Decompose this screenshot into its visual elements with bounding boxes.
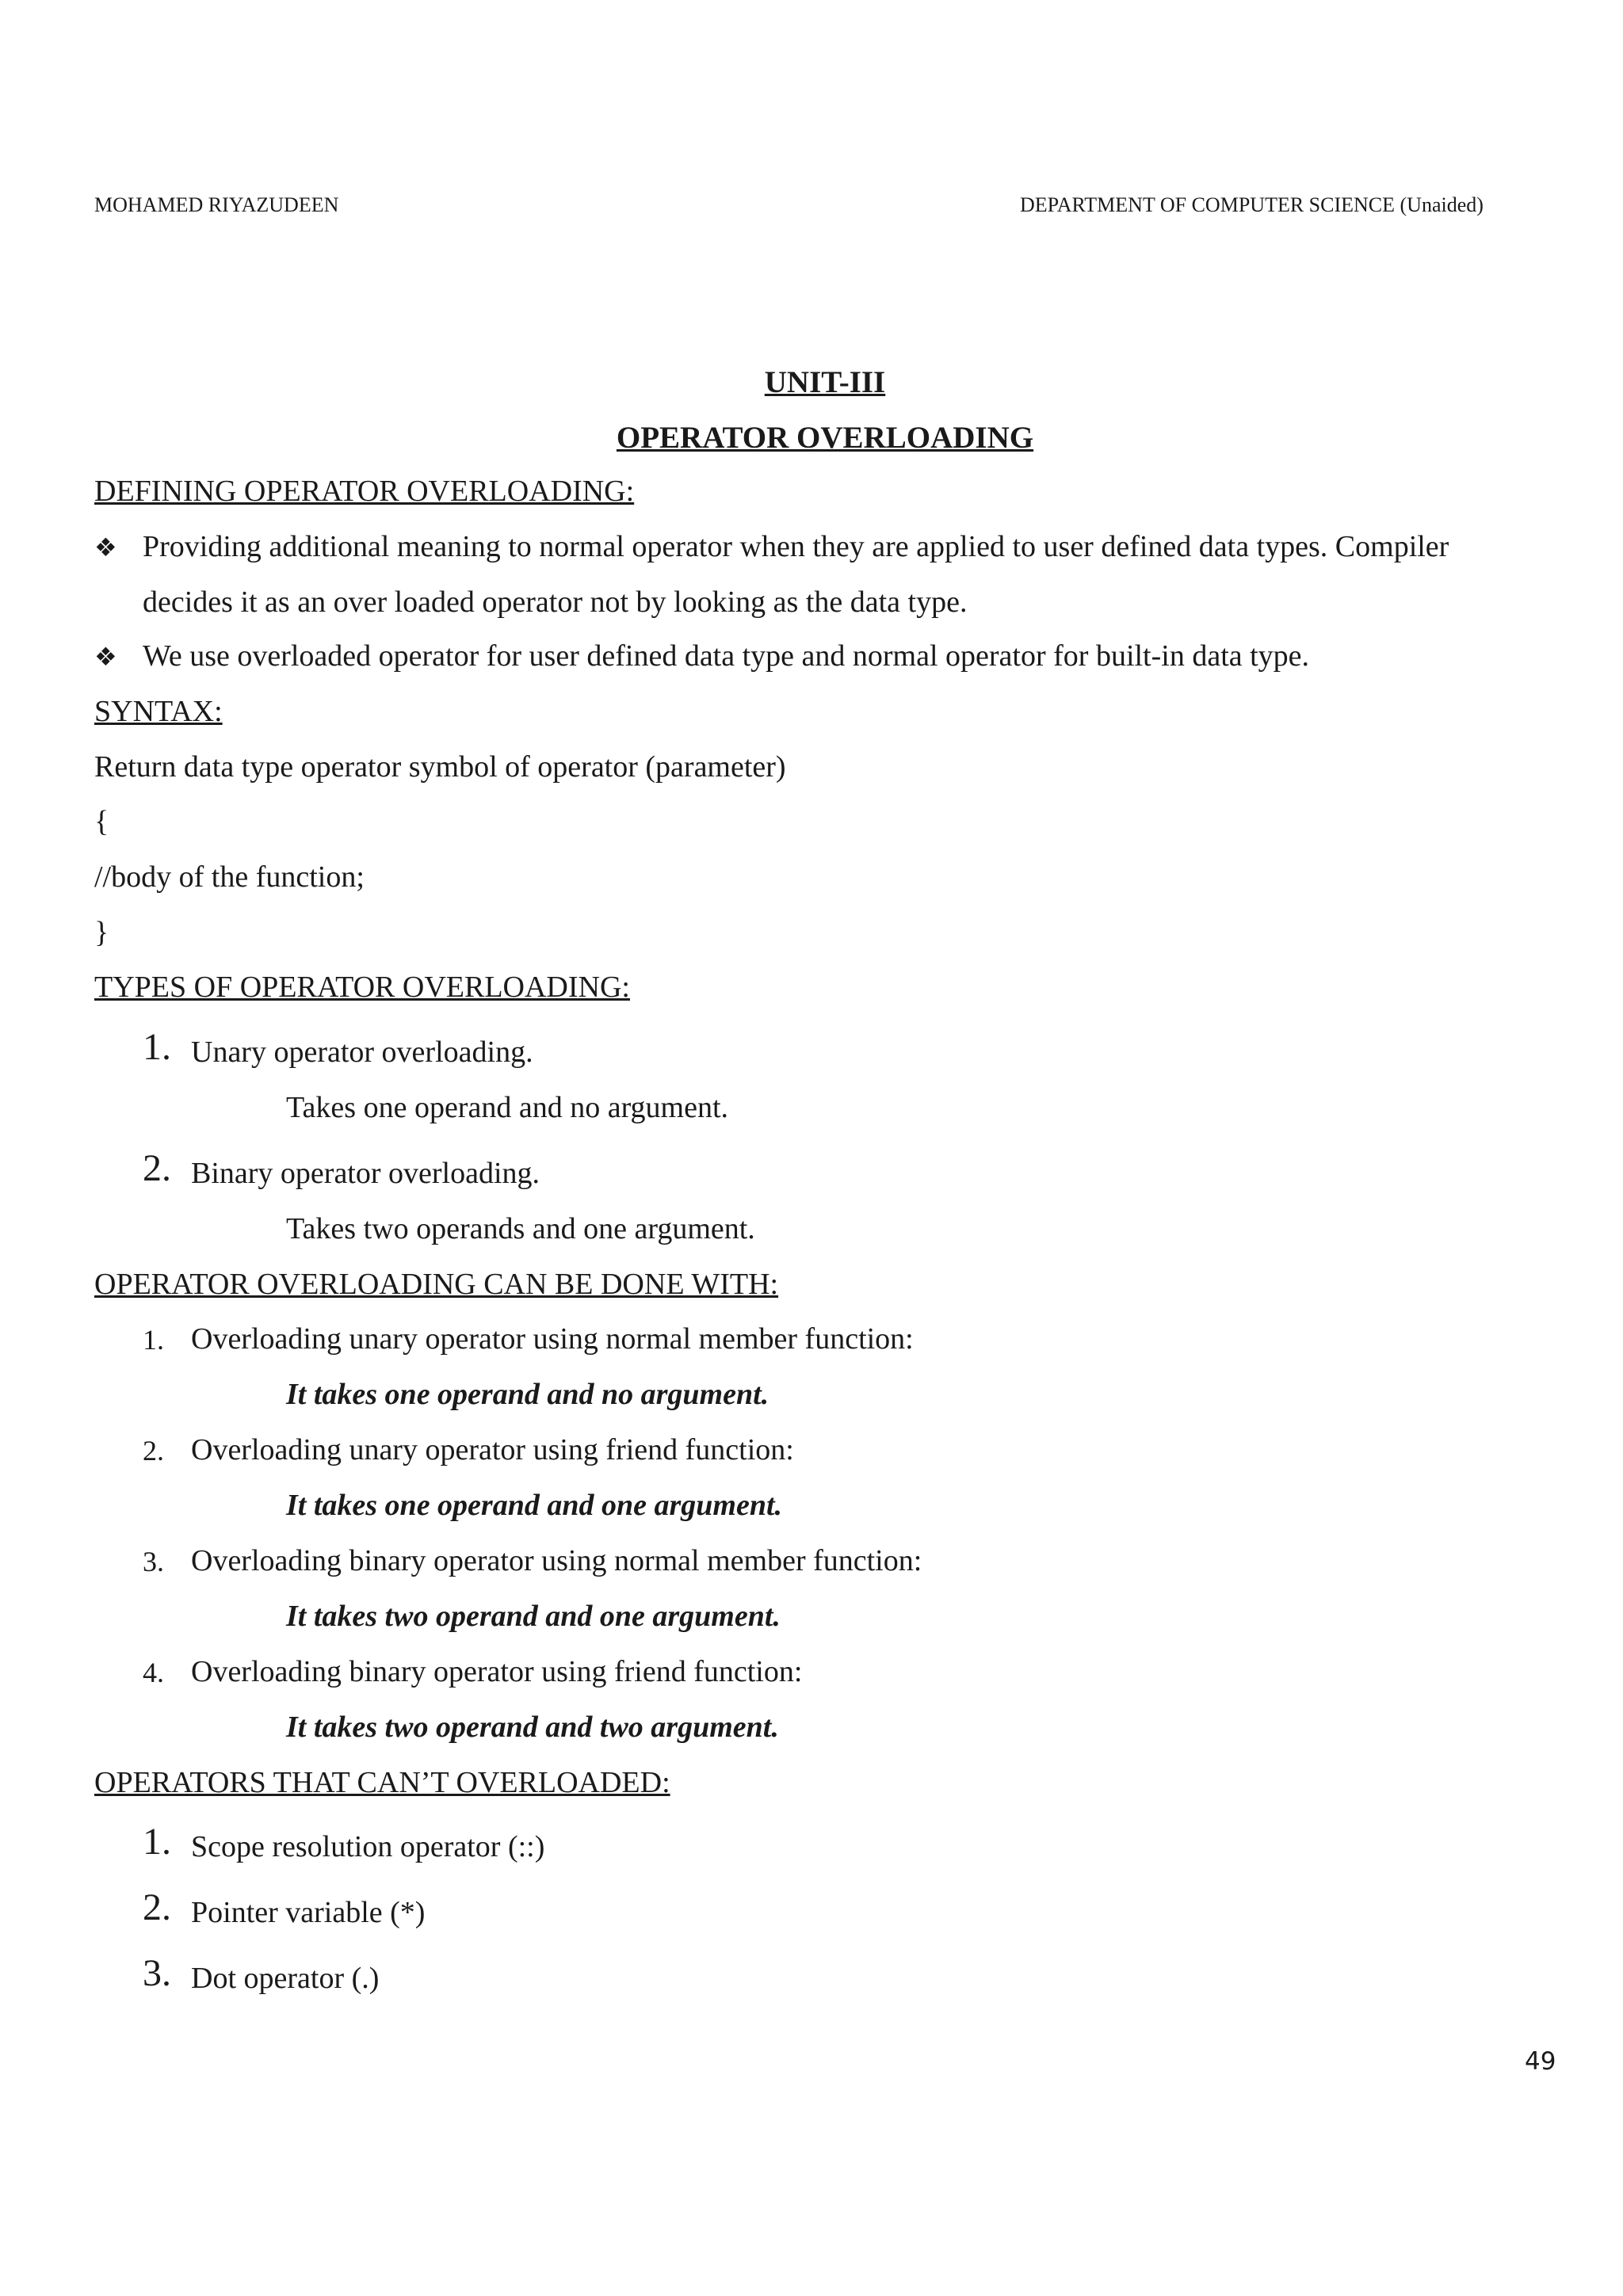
list-number: 3. <box>143 1546 164 1577</box>
defining-bullet-1-line-2: decides it as an over loaded operator not by looking as the data type. <box>143 585 968 619</box>
done-with-heading: OPERATOR OVERLOADING CAN BE DONE WITH: <box>94 1268 779 1301</box>
types-heading: TYPES OF OPERATOR OVERLOADING: <box>94 971 630 1004</box>
syntax-line: { <box>94 805 109 838</box>
syntax-line: //body of the function; <box>94 860 365 894</box>
list-number: 3. <box>143 1952 171 1994</box>
list-item-desc: It takes one operand and one argument. <box>286 1489 783 1522</box>
list-number: 2. <box>143 1435 164 1466</box>
syntax-line: Return data type operator symbol of operator (parameter) <box>94 750 786 784</box>
list-item-desc: It takes two operand and two argument. <box>286 1711 779 1744</box>
unit-title: UNIT-III <box>764 365 886 399</box>
list-item-desc: It takes one operand and no argument. <box>286 1378 769 1411</box>
cant-overload-heading: OPERATORS THAT CAN’T OVERLOADED: <box>94 1766 670 1799</box>
defining-bullet-2: We use overloaded operator for user defined data type and normal operator for built-in data type. <box>143 639 1310 673</box>
list-item-desc: It takes two operand and one argument. <box>286 1600 781 1633</box>
list-number: 2. <box>143 1147 171 1189</box>
list-item: Scope resolution operator (::) <box>191 1830 545 1863</box>
diamond-bullet-icon: ❖ <box>94 533 117 562</box>
list-item: Overloading binary operator using friend function: <box>191 1655 803 1688</box>
diamond-bullet-icon: ❖ <box>94 643 117 671</box>
header-author: MOHAMED RIYAZUDEEN <box>94 193 339 216</box>
list-number: 1. <box>143 1026 171 1068</box>
list-number: 1. <box>143 1821 171 1863</box>
list-item: Overloading unary operator using friend function: <box>191 1433 794 1466</box>
list-item: Overloading binary operator using normal member function: <box>191 1544 922 1577</box>
page-number: 49 <box>1525 2047 1556 2076</box>
list-number: 1. <box>143 1324 164 1356</box>
list-number: 4. <box>143 1657 164 1688</box>
list-item-desc: Takes two operands and one argument. <box>286 1212 755 1245</box>
list-item-desc: Takes one operand and no argument. <box>286 1091 729 1124</box>
header-department: DEPARTMENT OF COMPUTER SCIENCE (Unaided) <box>1020 193 1484 216</box>
list-item: Overloading unary operator using normal member function: <box>191 1322 914 1356</box>
list-item: Unary operator overloading. <box>191 1035 533 1069</box>
syntax-heading: SYNTAX: <box>94 695 223 728</box>
syntax-line: } <box>94 916 109 949</box>
defining-heading: DEFINING OPERATOR OVERLOADING: <box>94 475 635 508</box>
list-item: Dot operator (.) <box>191 1962 380 1995</box>
list-number: 2. <box>143 1886 171 1928</box>
list-item: Binary operator overloading. <box>191 1157 540 1190</box>
topic-title: OPERATOR OVERLOADING <box>616 421 1034 455</box>
list-item: Pointer variable (*) <box>191 1896 426 1929</box>
defining-bullet-1-line-1: Providing additional meaning to normal operator when they are applied to user defined data types. Compiler <box>143 530 1449 563</box>
